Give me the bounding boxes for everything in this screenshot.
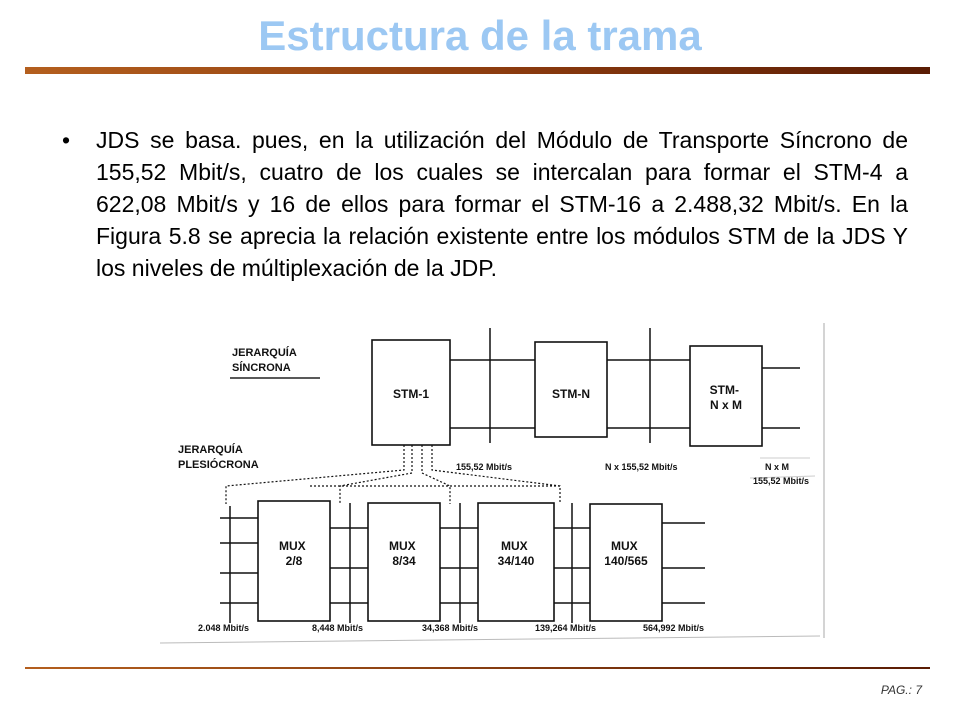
plesio-hierarchy-label bbox=[178, 443, 259, 471]
bullet-marker: • bbox=[62, 127, 71, 153]
rate-139264: 139,264 Mbit/s bbox=[535, 623, 597, 633]
plesio-label-line-1: JERARQUÍA bbox=[178, 444, 243, 456]
rate-34368: 34,368 Mbit/s bbox=[422, 623, 479, 633]
stmnm-rate-label: N x M 155,52 Mbit/s bbox=[753, 462, 810, 486]
plesio-label-line-2: PLESIÓCRONA bbox=[178, 459, 259, 471]
footer-divider bbox=[25, 667, 930, 669]
body-paragraph: JDS se basa. pues, en la utilización del Módulo de Transporte Síncrono de 155,52 Mbit/s, cuatro de los cuales se intercalan para formar el STM-4 a 622,08 Mbit/s y 16 de ellos para formar el STM-16 a 2.488,32 Mbit/s. En la Figura 5.8 se aprecia la relación existente entre los módulos STM de la JDS Y los niveles de múltiplexación de la JDP. bbox=[96, 127, 908, 281]
stm1-label: STM-1 bbox=[393, 387, 429, 401]
mux-8-34-label: MUX 8/34 bbox=[388, 539, 416, 568]
title-divider bbox=[25, 67, 930, 74]
stmn-rate-label: N x 155,52 Mbit/s bbox=[605, 462, 678, 472]
sync-label-line-2: SÍNCRONA bbox=[232, 362, 291, 374]
page-number: PAG.: 7 bbox=[880, 683, 922, 697]
rate-564992: 564,992 Mbit/s bbox=[643, 623, 705, 633]
stmnm-label: STM- N x M bbox=[709, 383, 743, 412]
stm1-rate-label: 155,52 Mbit/s bbox=[456, 462, 513, 472]
mux-140-565-label: MUX 140/565 bbox=[604, 539, 648, 568]
rate-8448: 8,448 Mbit/s bbox=[312, 623, 364, 633]
stmn-label: STM-N bbox=[552, 387, 590, 401]
slide-title: Estructura de la trama bbox=[258, 12, 702, 59]
sync-hierarchy-label bbox=[232, 346, 299, 374]
hierarchy-figure bbox=[160, 318, 825, 663]
rate-2048: 2.048 Mbit/s bbox=[198, 623, 250, 633]
dotted-mapping-lines bbox=[226, 445, 560, 504]
mux-34-140-label: MUX 34/140 bbox=[497, 539, 535, 568]
mux-2-8-label: MUX 2/8 bbox=[278, 539, 306, 568]
sync-label-line-1: JERARQUÍA bbox=[232, 347, 297, 359]
